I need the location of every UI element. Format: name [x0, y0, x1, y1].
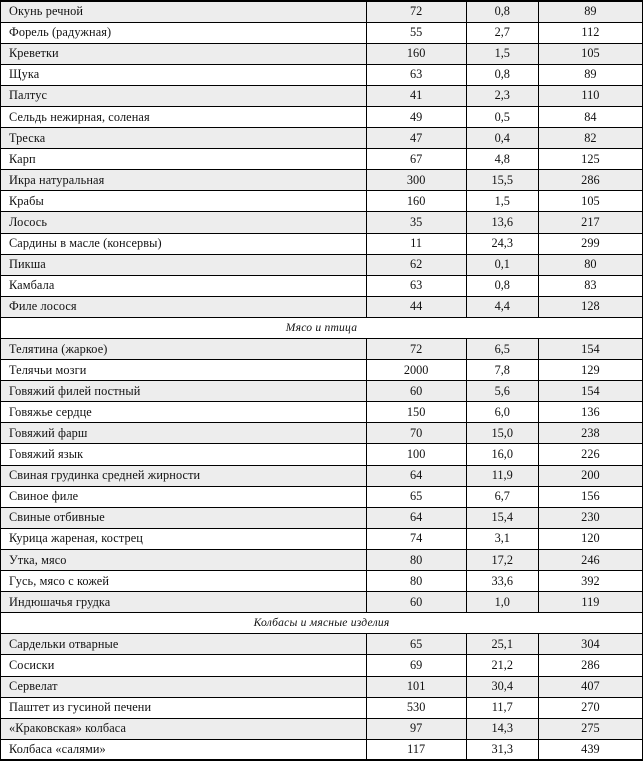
cell-value-1: 74	[366, 528, 466, 549]
cell-value-3: 105	[538, 43, 642, 64]
cell-value-1: 63	[366, 64, 466, 85]
cell-value-1: 41	[366, 85, 466, 106]
cell-value-1: 97	[366, 718, 466, 739]
table-row	[1, 22, 643, 43]
cell-item-name: Креветки	[1, 43, 367, 64]
cell-item-name: Форель (радужная)	[1, 22, 367, 43]
cell-value-1: 80	[366, 571, 466, 592]
cell-value-3: 392	[538, 571, 642, 592]
table-row	[1, 655, 643, 676]
table-row	[1, 212, 643, 233]
cell-value-2: 2,7	[466, 22, 538, 43]
section-header-row	[1, 613, 643, 634]
cell-item-name: Говяжье сердце	[1, 402, 367, 423]
cell-value-3: 110	[538, 85, 642, 106]
table-row	[1, 592, 643, 613]
cell-value-1: 64	[366, 507, 466, 528]
cell-value-3: 136	[538, 402, 642, 423]
cell-item-name: Филе лосося	[1, 296, 367, 317]
table-row	[1, 423, 643, 444]
cell-value-1: 60	[366, 381, 466, 402]
cell-item-name: Говяжий филей постный	[1, 381, 367, 402]
cell-value-2: 14,3	[466, 718, 538, 739]
cell-item-name: Сервелат	[1, 676, 367, 697]
cell-value-1: 11	[366, 233, 466, 254]
cell-value-1: 300	[366, 170, 466, 191]
cell-value-2: 4,4	[466, 296, 538, 317]
cell-item-name: Сардины в масле (консервы)	[1, 233, 367, 254]
table-row	[1, 571, 643, 592]
cell-item-name: Телячьи мозги	[1, 360, 367, 381]
cell-value-3: 246	[538, 549, 642, 570]
cell-value-1: 530	[366, 697, 466, 718]
cell-value-3: 82	[538, 128, 642, 149]
cell-value-2: 6,5	[466, 339, 538, 360]
cell-value-3: 407	[538, 676, 642, 697]
cell-item-name: Колбаса «салями»	[1, 739, 367, 760]
cell-value-2: 31,3	[466, 739, 538, 760]
cell-value-1: 44	[366, 296, 466, 317]
table-row	[1, 549, 643, 570]
cell-value-2: 13,6	[466, 212, 538, 233]
cell-item-name: Палтус	[1, 85, 367, 106]
table-row	[1, 43, 643, 64]
cell-value-1: 47	[366, 128, 466, 149]
cell-value-3: 80	[538, 254, 642, 275]
cell-value-3: 83	[538, 275, 642, 296]
table-row	[1, 191, 643, 212]
table-row	[1, 254, 643, 275]
table-row	[1, 128, 643, 149]
cell-value-3: 275	[538, 718, 642, 739]
cell-value-2: 1,5	[466, 191, 538, 212]
cell-item-name: Говяжий язык	[1, 444, 367, 465]
cell-value-3: 439	[538, 739, 642, 760]
cell-value-3: 89	[538, 1, 642, 22]
cell-value-2: 0,8	[466, 64, 538, 85]
cell-value-3: 89	[538, 64, 642, 85]
table-row	[1, 444, 643, 465]
cell-value-2: 7,8	[466, 360, 538, 381]
table-row	[1, 739, 643, 760]
table-row	[1, 381, 643, 402]
cell-item-name: Окунь речной	[1, 1, 367, 22]
table-row	[1, 676, 643, 697]
cell-value-1: 100	[366, 444, 466, 465]
cell-value-1: 35	[366, 212, 466, 233]
cell-value-2: 15,4	[466, 507, 538, 528]
cell-item-name: Икра натуральная	[1, 170, 367, 191]
cell-item-name: Пикша	[1, 254, 367, 275]
cell-value-2: 0,8	[466, 1, 538, 22]
cell-value-1: 65	[366, 634, 466, 655]
table-row	[1, 339, 643, 360]
cell-item-name: «Краковская» колбаса	[1, 718, 367, 739]
cell-value-2: 3,1	[466, 528, 538, 549]
cell-item-name: Свиные отбивные	[1, 507, 367, 528]
cell-value-2: 33,6	[466, 571, 538, 592]
table-row	[1, 360, 643, 381]
cell-value-1: 80	[366, 549, 466, 570]
cell-item-name: Свиная грудинка средней жирности	[1, 465, 367, 486]
cell-item-name: Утка, мясо	[1, 549, 367, 570]
table-row	[1, 170, 643, 191]
cell-value-2: 15,5	[466, 170, 538, 191]
cell-value-3: 286	[538, 170, 642, 191]
cell-value-1: 65	[366, 486, 466, 507]
cell-value-3: 299	[538, 233, 642, 254]
cell-value-1: 67	[366, 149, 466, 170]
cell-value-1: 62	[366, 254, 466, 275]
cell-value-3: 120	[538, 528, 642, 549]
table-row	[1, 85, 643, 106]
cell-value-3: 217	[538, 212, 642, 233]
table-row	[1, 697, 643, 718]
cell-value-1: 101	[366, 676, 466, 697]
table-row	[1, 465, 643, 486]
cell-value-3: 230	[538, 507, 642, 528]
cell-value-2: 24,3	[466, 233, 538, 254]
cell-value-2: 11,7	[466, 697, 538, 718]
cell-value-3: 156	[538, 486, 642, 507]
cell-value-2: 0,4	[466, 128, 538, 149]
cell-item-name: Сардельки отварные	[1, 634, 367, 655]
cell-value-2: 4,8	[466, 149, 538, 170]
cell-value-2: 16,0	[466, 444, 538, 465]
cell-value-2: 5,6	[466, 381, 538, 402]
cell-value-1: 2000	[366, 360, 466, 381]
cell-item-name: Сельдь нежирная, соленая	[1, 106, 367, 127]
cell-value-3: 84	[538, 106, 642, 127]
table-row	[1, 528, 643, 549]
table-row	[1, 233, 643, 254]
cell-value-2: 11,9	[466, 465, 538, 486]
cell-value-1: 160	[366, 191, 466, 212]
cell-value-2: 1,0	[466, 592, 538, 613]
cell-item-name: Паштет из гусиной печени	[1, 697, 367, 718]
cell-value-2: 21,2	[466, 655, 538, 676]
cell-value-2: 0,5	[466, 106, 538, 127]
cell-item-name: Сосиски	[1, 655, 367, 676]
cell-item-name: Телятина (жаркое)	[1, 339, 367, 360]
section-header-label: Колбасы и мясные изделия	[1, 613, 643, 634]
cell-value-2: 6,0	[466, 402, 538, 423]
cell-item-name: Щука	[1, 64, 367, 85]
cell-value-2: 2,3	[466, 85, 538, 106]
section-header-row	[1, 317, 643, 338]
cell-value-3: 304	[538, 634, 642, 655]
table-row	[1, 64, 643, 85]
cell-value-1: 70	[366, 423, 466, 444]
table-body	[1, 1, 643, 760]
cell-value-1: 49	[366, 106, 466, 127]
cell-value-3: 125	[538, 149, 642, 170]
cell-value-3: 154	[538, 381, 642, 402]
table-row	[1, 634, 643, 655]
cell-value-1: 72	[366, 339, 466, 360]
cell-item-name: Треска	[1, 128, 367, 149]
cell-value-1: 72	[366, 1, 466, 22]
cell-value-1: 55	[366, 22, 466, 43]
cell-value-3: 286	[538, 655, 642, 676]
table-row	[1, 486, 643, 507]
cell-value-3: 112	[538, 22, 642, 43]
cell-value-2: 25,1	[466, 634, 538, 655]
table-row	[1, 275, 643, 296]
table-row	[1, 296, 643, 317]
cell-value-3: 238	[538, 423, 642, 444]
cell-item-name: Лосось	[1, 212, 367, 233]
table-row	[1, 718, 643, 739]
cell-value-1: 63	[366, 275, 466, 296]
table-row	[1, 149, 643, 170]
table-row	[1, 106, 643, 127]
cell-value-2: 17,2	[466, 549, 538, 570]
cell-value-2: 15,0	[466, 423, 538, 444]
cell-item-name: Индюшачья грудка	[1, 592, 367, 613]
cell-value-1: 117	[366, 739, 466, 760]
cell-item-name: Камбала	[1, 275, 367, 296]
cell-value-2: 0,8	[466, 275, 538, 296]
cell-value-2: 1,5	[466, 43, 538, 64]
cell-item-name: Гусь, мясо с кожей	[1, 571, 367, 592]
cell-item-name: Свиное филе	[1, 486, 367, 507]
cell-value-1: 150	[366, 402, 466, 423]
cell-value-3: 119	[538, 592, 642, 613]
cell-value-3: 129	[538, 360, 642, 381]
cell-value-2: 0,1	[466, 254, 538, 275]
cell-value-2: 30,4	[466, 676, 538, 697]
cell-value-1: 64	[366, 465, 466, 486]
cell-value-3: 105	[538, 191, 642, 212]
cell-value-1: 160	[366, 43, 466, 64]
cell-value-3: 270	[538, 697, 642, 718]
cell-value-1: 60	[366, 592, 466, 613]
cell-item-name: Карп	[1, 149, 367, 170]
cell-item-name: Курица жареная, кострец	[1, 528, 367, 549]
section-header-label: Мясо и птица	[1, 317, 643, 338]
cell-value-3: 200	[538, 465, 642, 486]
cell-value-3: 226	[538, 444, 642, 465]
table-row	[1, 1, 643, 22]
table-row	[1, 507, 643, 528]
cell-value-3: 154	[538, 339, 642, 360]
table-row	[1, 402, 643, 423]
cell-value-3: 128	[538, 296, 642, 317]
cell-item-name: Крабы	[1, 191, 367, 212]
cell-item-name: Говяжий фарш	[1, 423, 367, 444]
cell-value-2: 6,7	[466, 486, 538, 507]
cell-value-1: 69	[366, 655, 466, 676]
